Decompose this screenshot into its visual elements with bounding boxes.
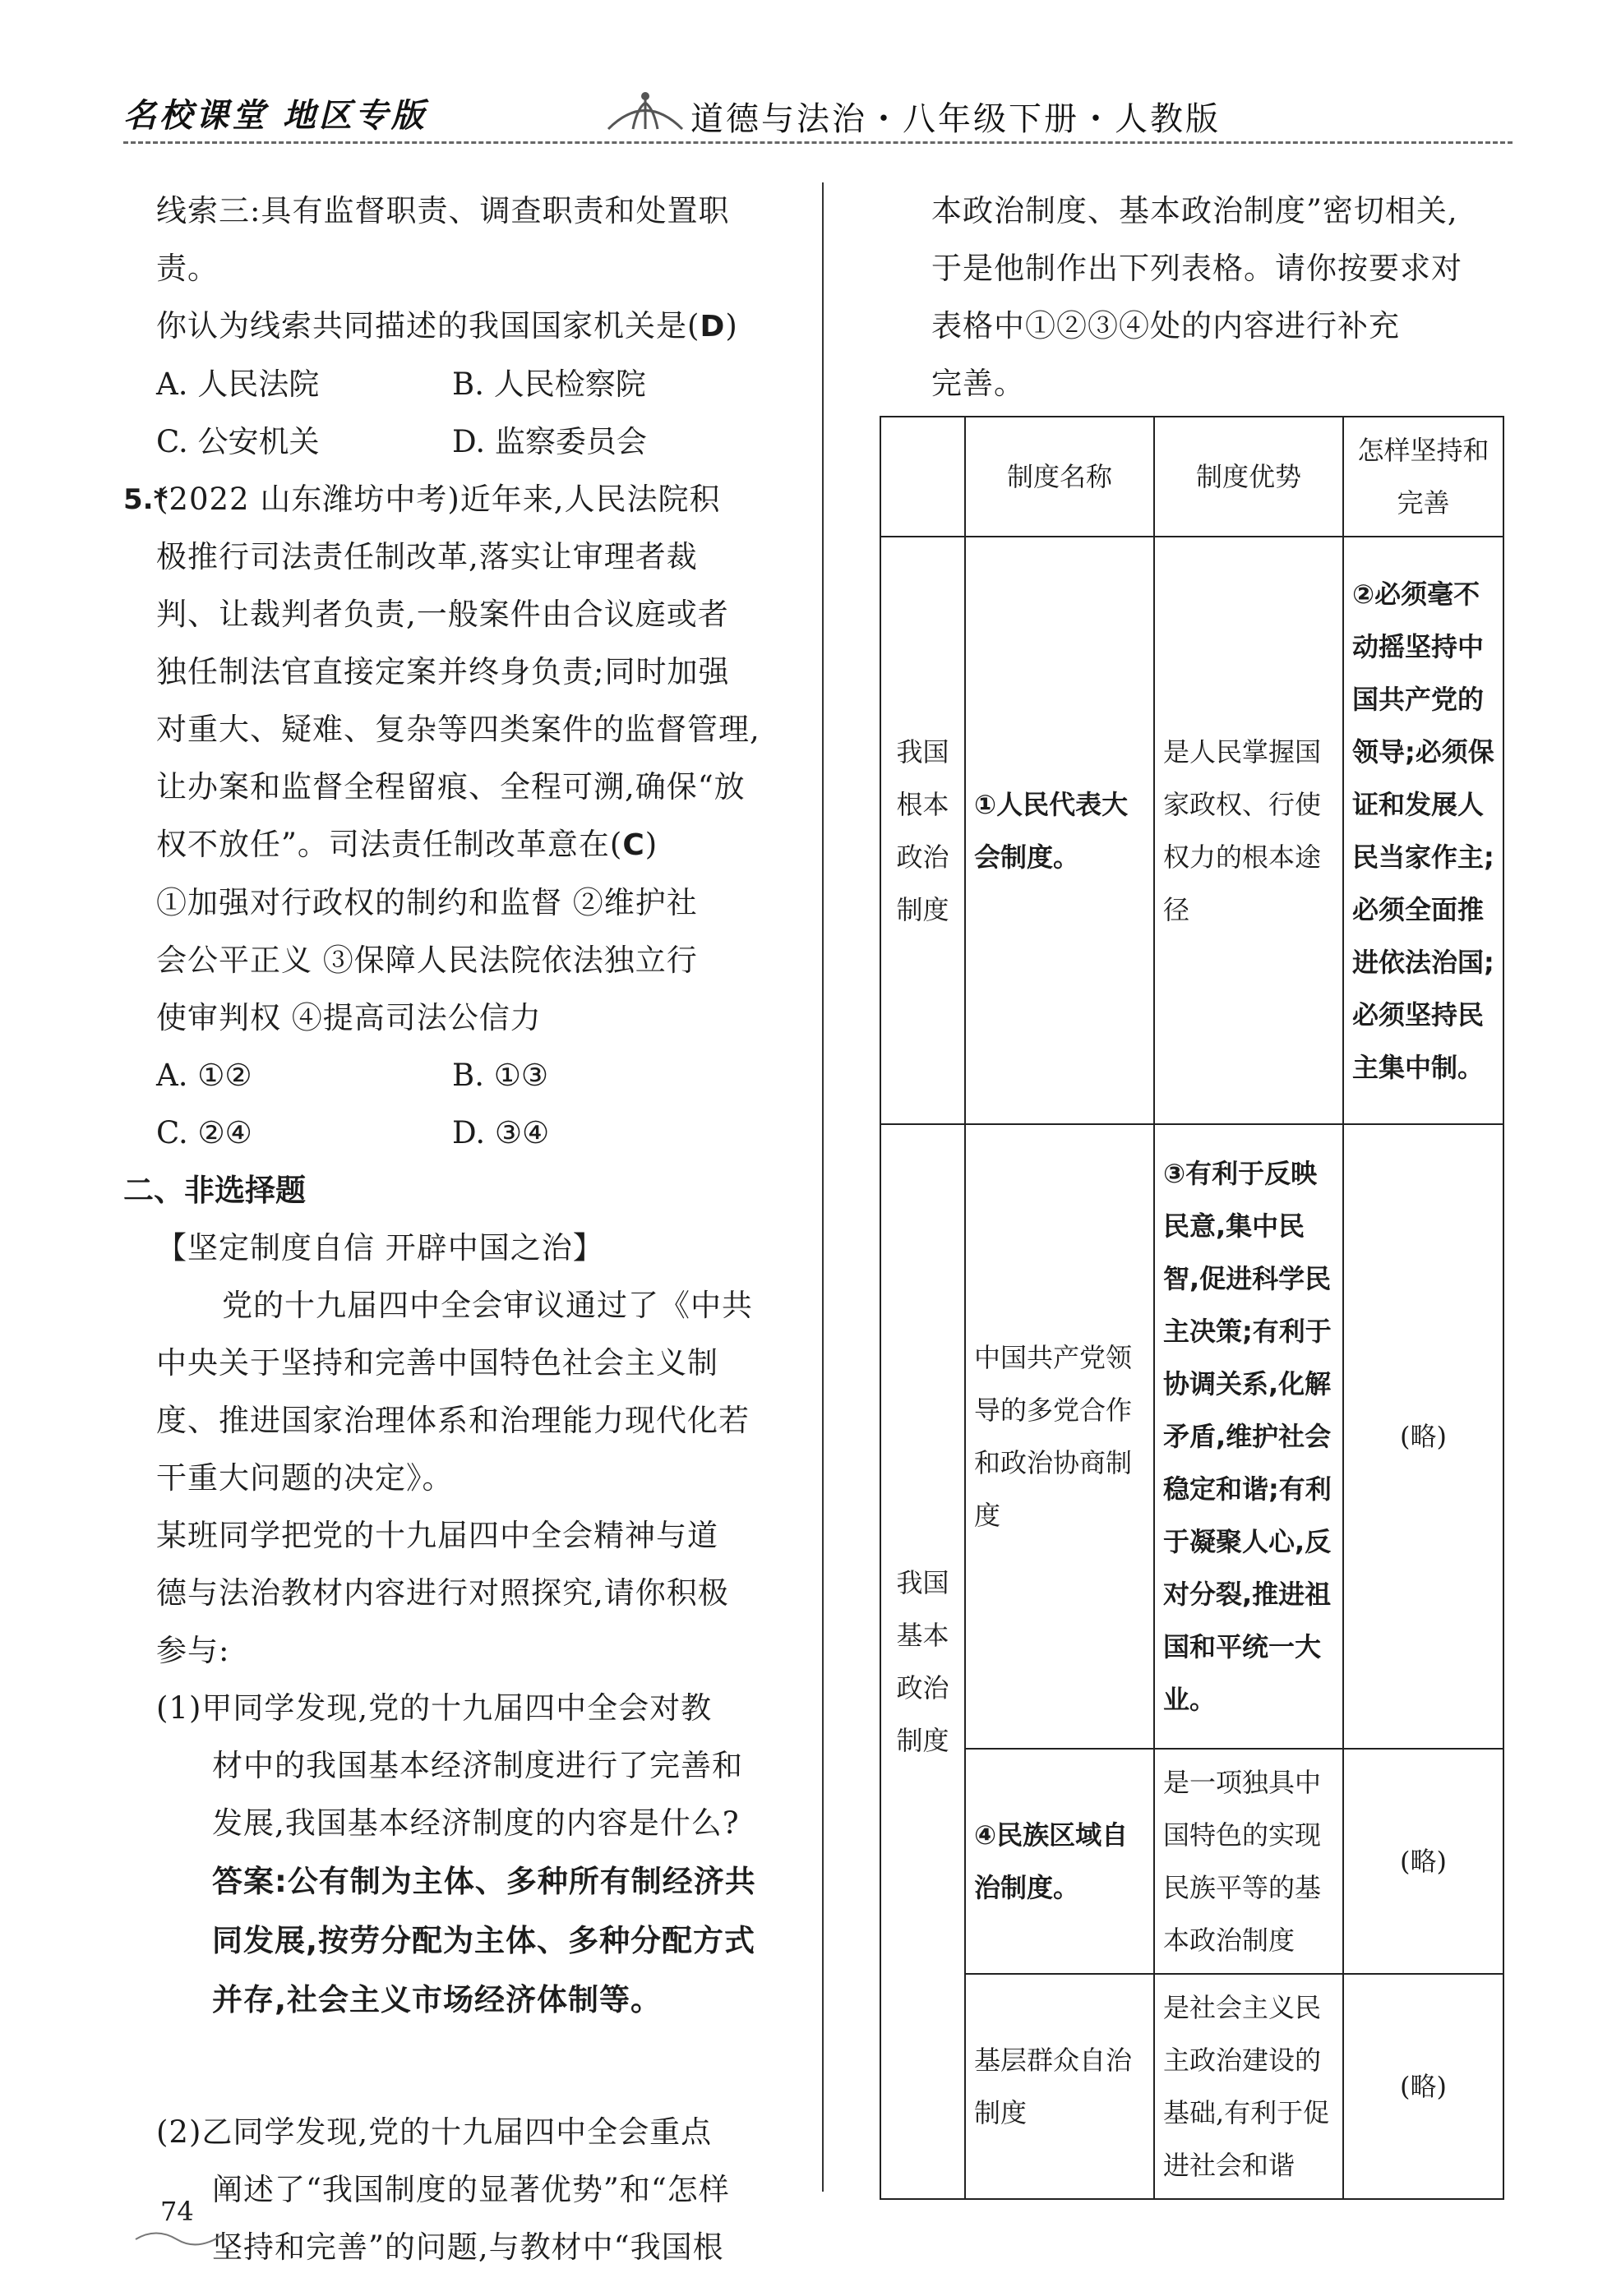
q5-options-row1	[156, 1047, 789, 1104]
brand-title: 名校课堂 地区专版	[123, 96, 427, 135]
leaf-ornament-icon	[600, 88, 690, 137]
table-header-row	[880, 417, 1503, 537]
q5-item-line: ①加强对行政权的制约和监督 ②维护社	[156, 885, 698, 920]
row3-how: (略)	[1343, 1974, 1503, 2199]
root-category: 我国根本政治制度	[880, 537, 965, 1124]
sub1-line: (1)甲同学发现,党的十九届四中全会对教	[156, 1690, 713, 1726]
section-heading: 二、非选择题	[123, 1173, 306, 1208]
row3-name: 基层群众自治制度	[965, 1974, 1154, 2199]
row1-advantage: ③有利于反映民意,集中民智,促进科学民主决策;有利于协调关系,化解矛盾,维护社会稳定和谐;有利于凝聚人心,反对分裂,推进祖国和平统一大业。	[1154, 1124, 1343, 1749]
q5-line: 极推行司法责任制改革,落实让审理者裁	[156, 539, 698, 574]
table-row	[880, 1749, 1503, 1974]
header-how: 怎样坚持和完善	[1343, 417, 1503, 537]
q4-option-c: C. 公安机关	[156, 424, 320, 459]
continued-line: 本政治制度、基本政治制度”密切相关,	[931, 193, 1458, 228]
q4-options-row2	[156, 413, 789, 471]
basic-category: 我国基本政治制度	[880, 1124, 965, 2199]
task-line: 参与:	[156, 1633, 230, 1668]
header-blank	[880, 417, 965, 537]
q5-option-c: C. ②④	[156, 1115, 252, 1150]
table-row	[880, 1124, 1503, 1749]
political-system-table	[880, 416, 1504, 2200]
root-name: ①人民代表大会制度。	[965, 537, 1154, 1124]
q5-line: 判、让裁判者负责,一般案件由合议庭或者	[156, 597, 729, 632]
root-advantage: 是人民掌握国家政权、行使权力的根本途径	[1154, 537, 1343, 1124]
intro-line: 度、推进国家治理体系和治理能力现代化若	[156, 1403, 750, 1438]
footer-ornament-icon	[132, 2223, 230, 2248]
task-line: 某班同学把党的十九届四中全会精神与道	[156, 1518, 718, 1553]
continued-line: 完善。	[931, 366, 1025, 401]
page-number: 74	[160, 2196, 194, 2227]
header-advantage: 制度优势	[1154, 417, 1343, 537]
book-title: 道德与法治・八年级下册・人教版	[690, 100, 1221, 138]
q4-option-a: A. 人民法院	[156, 367, 320, 402]
task-line: 德与法治教材内容进行对照探究,请你积极	[156, 1575, 729, 1611]
q4-stem: 你认为线索共同描述的我国国家机关是(D)	[156, 308, 738, 343]
q5-option-b: B. ①③	[452, 1058, 549, 1093]
continued-line: 于是他制作出下列表格。请你按要求对	[931, 251, 1462, 286]
q5-line: (2022 山东潍坊中考)近年来,人民法院积	[156, 482, 721, 517]
question-5	[123, 471, 789, 1162]
q4-option-d: D. 监察委员会	[452, 424, 647, 459]
column-divider	[822, 182, 824, 2192]
answer-1-line: 并存,社会主义市场经济体制等。	[212, 1982, 663, 2017]
intro-line: 干重大问题的决定》。	[156, 1460, 454, 1496]
header-name: 制度名称	[965, 417, 1154, 537]
sub1-line: 材中的我国基本经济制度进行了完善和	[212, 1748, 743, 1783]
q4-option-b: B. 人民检察院	[452, 367, 646, 402]
row2-name: ④民族区域自治制度。	[965, 1749, 1154, 1974]
left-column	[123, 182, 789, 2276]
q5-item-line: 会公平正义 ③保障人民法院依法独立行	[156, 943, 698, 978]
q4-options-row1	[156, 356, 789, 413]
table-row	[880, 537, 1503, 1124]
row2-advantage: 是一项独具中国特色的实现民族平等的基本政治制度	[1154, 1749, 1343, 1974]
q5-options-row2	[156, 1104, 789, 1162]
q5-option-a: A. ①②	[156, 1058, 252, 1093]
q5-option-d: D. ③④	[452, 1115, 550, 1150]
q5-number: 5.*	[123, 483, 169, 516]
sub2-line: 阐述了“我国制度的显著优势”和“怎样	[212, 2172, 730, 2207]
sub1-line: 发展,我国基本经济制度的内容是什么?	[212, 1805, 740, 1841]
continued-line: 表格中①②③④处的内容进行补充	[931, 308, 1400, 343]
clue-three: 线索三:具有监督职责、调查职责和处置职责。	[156, 193, 730, 286]
topic-heading: 【坚定制度自信 开辟中国之治】	[156, 1230, 604, 1266]
right-column	[875, 182, 1517, 413]
sub2-line: (2)乙同学发现,党的十九届四中全会重点	[156, 2114, 713, 2150]
answer-1-line: 同发展,按劳分配为主体、多种分配方式	[212, 1923, 756, 1958]
row2-how: (略)	[1343, 1749, 1503, 1974]
q5-line: 对重大、疑难、复杂等四类案件的监督管理,	[156, 712, 760, 747]
root-how: ②必须毫不动摇坚持中国共产党的领导;必须保证和发展人民当家作主;必须全面推进依法治国;必须坚持民主集中制。	[1343, 537, 1503, 1124]
q5-line: 让办案和监督全程留痕、全程可溯,确保“放	[156, 769, 746, 805]
q5-item-line: 使审判权 ④提高司法公信力	[156, 1000, 542, 1035]
row3-advantage: 是社会主义民主政治建设的基础,有利于促进社会和谐	[1154, 1974, 1343, 2199]
answer-1-line: 答案:公有制为主体、多种所有制经济共	[212, 1864, 756, 1899]
intro-line: 中央关于坚持和完善中国特色社会主义制	[156, 1345, 718, 1381]
intro-line: 党的十九届四中全会审议通过了《中共	[222, 1288, 753, 1323]
table-row	[880, 1974, 1503, 2199]
q5-line: 独任制法官直接定案并终身负责;同时加强	[156, 654, 730, 689]
sub2-line: 坚持和完善”的问题,与教材中“我国根	[212, 2229, 724, 2265]
q5-line: 权不放任”。司法责任制改革意在(C)	[156, 827, 658, 862]
row1-name: 中国共产党领导的多党合作和政治协商制度	[965, 1124, 1154, 1749]
row1-how: (略)	[1343, 1124, 1503, 1749]
header-divider	[123, 141, 1513, 144]
q4-answer: D	[700, 310, 726, 343]
q5-answer: C	[622, 828, 645, 862]
